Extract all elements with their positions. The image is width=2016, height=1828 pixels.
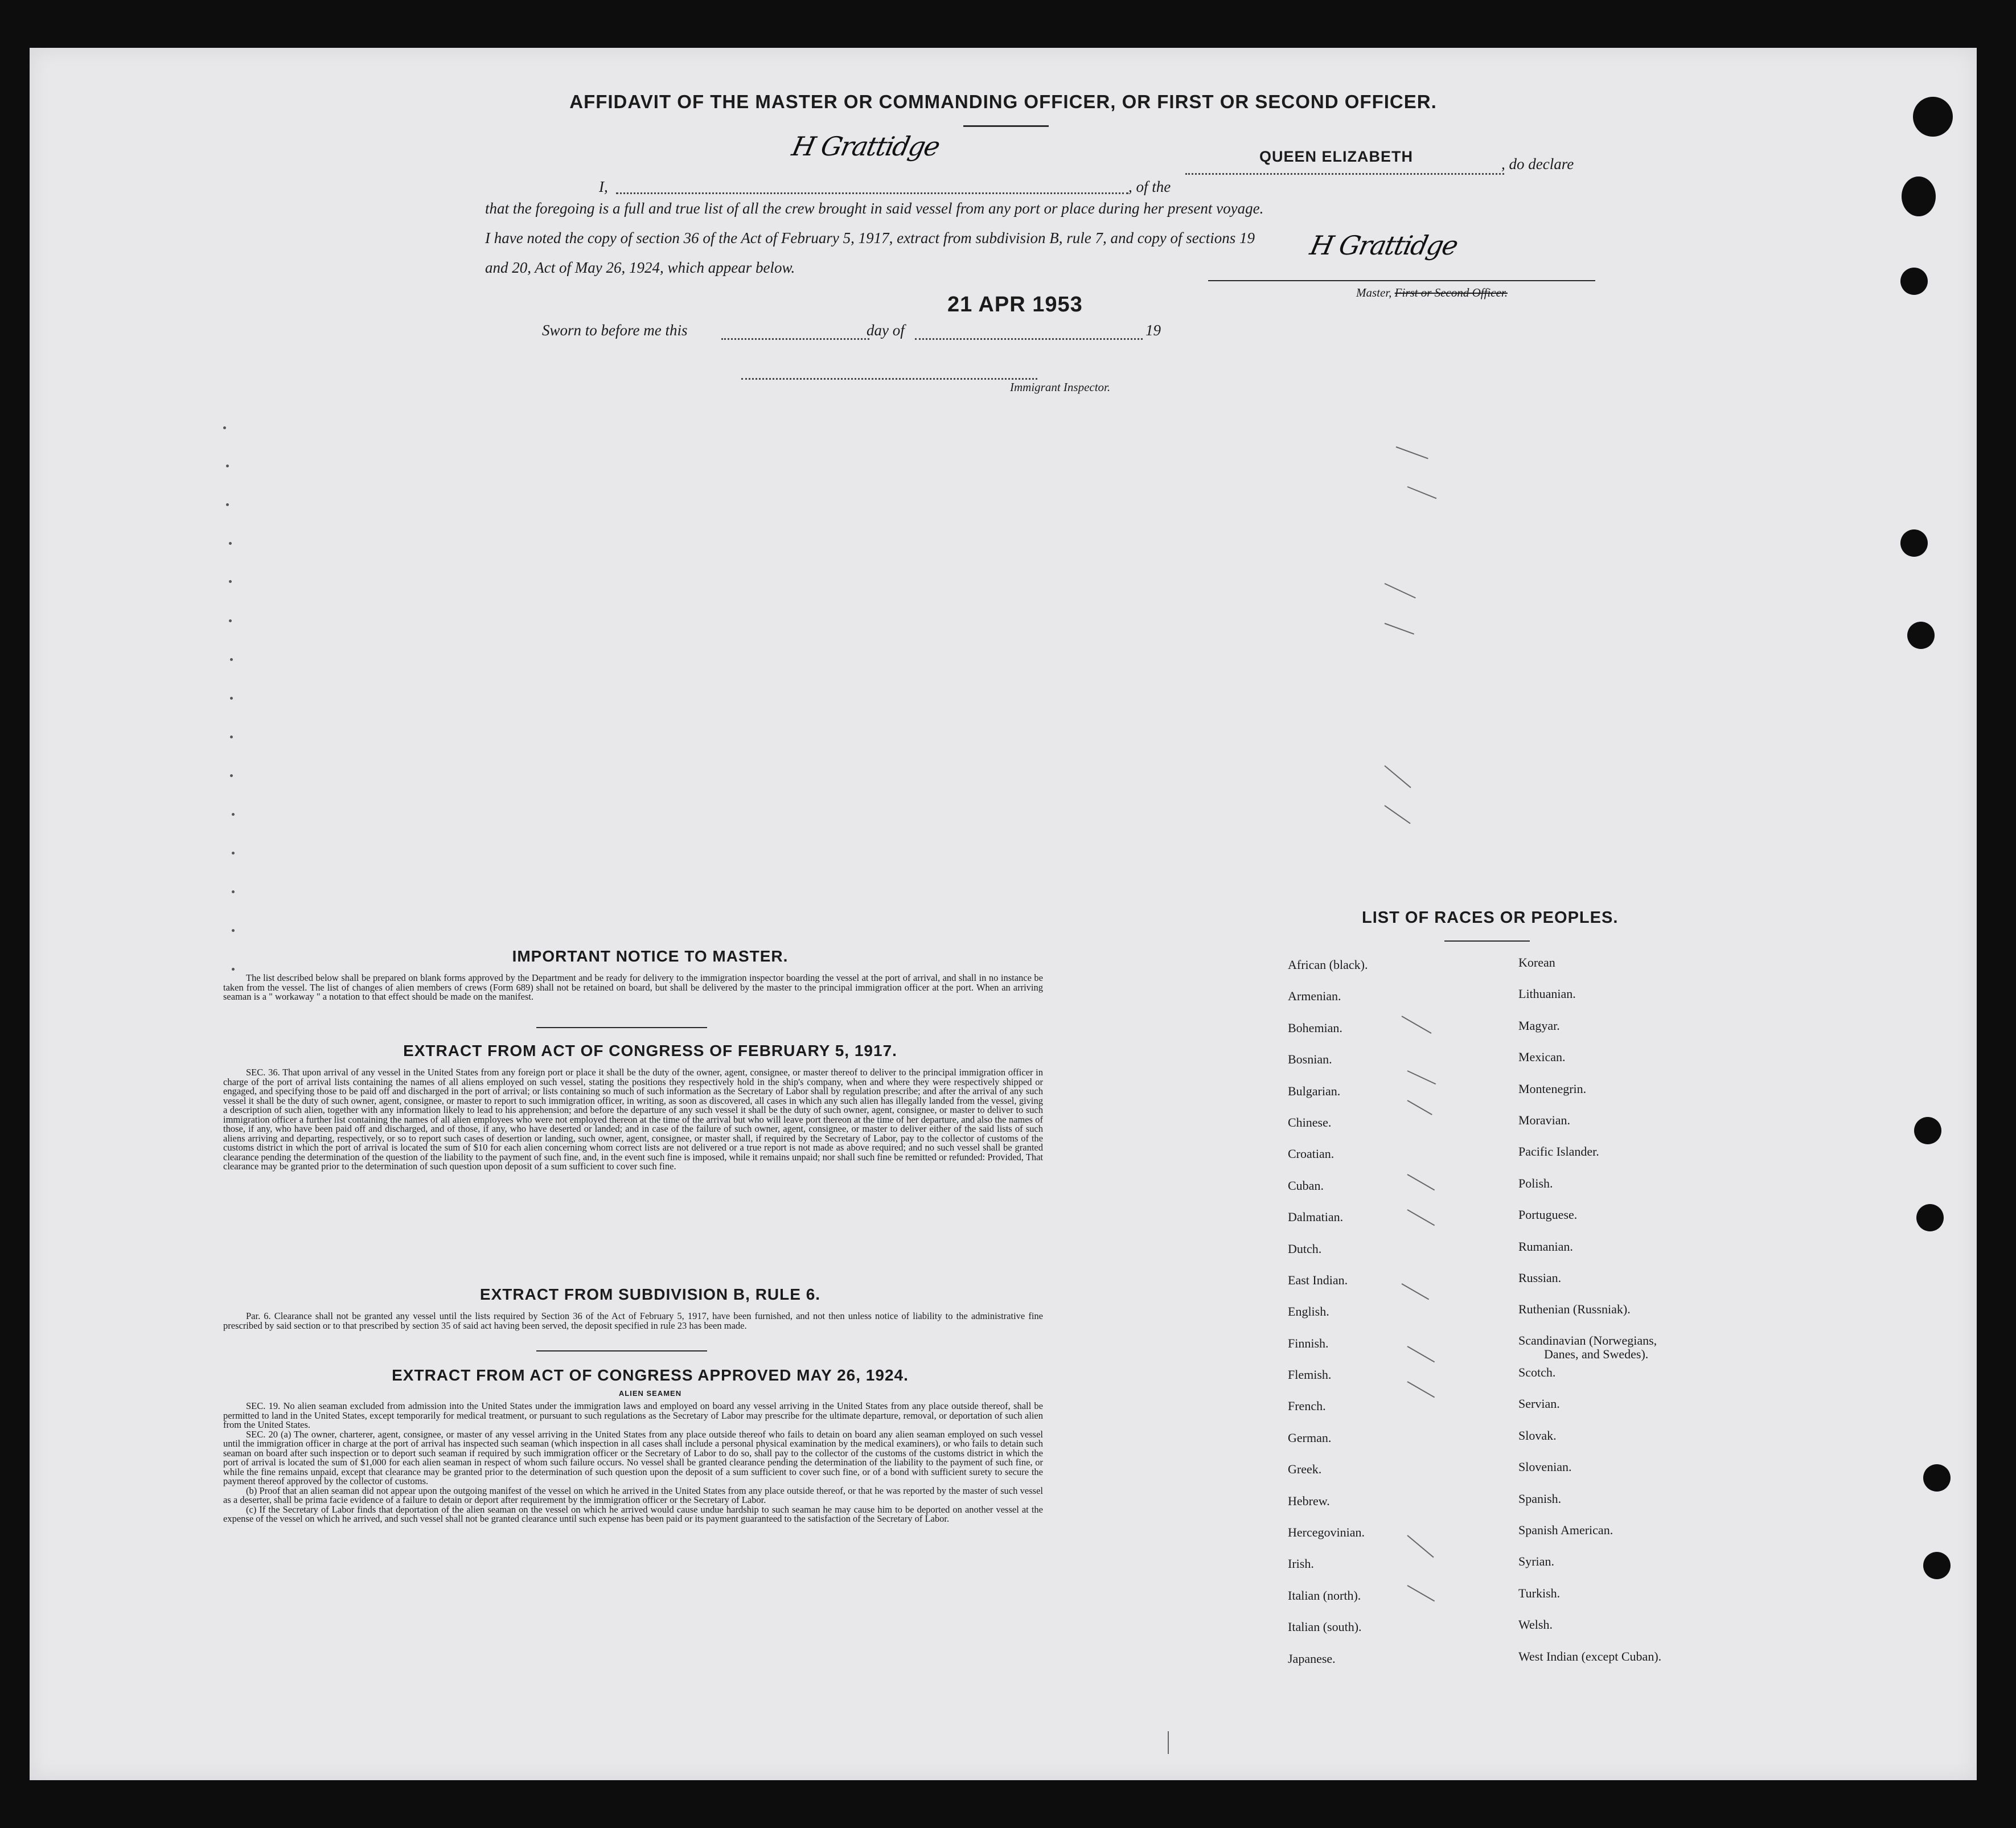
race-item: Rumanian. <box>1518 1239 1573 1254</box>
race-item: Greek. <box>1288 1462 1322 1477</box>
rule6-text: Par. 6. Clearance shall not be granted any vessel until the lists required by Section 36 of the Act of February 5, 1917, have been furnished, and not then unless notice of liability to the administrative fine prescribed by said section or to that prescribed by section 35 of said act having been served, the deposit specified in rule 23 has been made. <box>223 1311 1043 1331</box>
binding-hole <box>1923 1552 1951 1579</box>
races-right-column <box>1518 955 1661 1681</box>
affidavit-of-the: , of the <box>1128 178 1171 195</box>
race-item: Moravian. <box>1518 1112 1571 1127</box>
race-item: Montenegrin. <box>1518 1081 1587 1096</box>
sworn-day-line <box>721 338 869 340</box>
race-item: Lithuanian. <box>1518 987 1576 1001</box>
race-item: Dutch. <box>1288 1241 1322 1256</box>
extract-1917-text: SEC. 36. That upon arrival of any vessel in the United States from any foreign port or place it shall be the duty of the owner, agent, consignee, or master thereof to deliver to the principal immigration officer in charge of the port of arrival lists containing the names of all aliens employed on such vessel, stating the positions they respectively hold in the ship's company, when and where they were respectively shipped or engaged, and specifying those to be paid off and discharged in the port of arrival; or lists containing so much of such information as the Secretary of Labor shall by regulation prescribe; and after the arrival of any such vessel it shall be the duty of such owner, agent, consignee, or master to report to such immigration officer, in writing, as soon as discovered, all cases in which any such alien has illegally landed from the vessel, giving a description of such alien, together with any information likely to lead to his apprehension; and before the departure of any such vessel it shall be the duty of such owner, agent, consignee, or master to deliver to such immigration officer a further list containing the names of all alien employees who were not employed thereon at the time of the arrival but who will leave port thereon at the time of her departure, and also the names of those, if any, who have been paid off and discharged, and of those, if any, who have deserted or landed; and in case of the failure of such owner, agent, consignee, or master to deliver either of the said lists of such aliens arriving and departing, respectively, or so to report such cases of desertion or landing, such owner, agent, consignee, or master shall, if required by the Secretary of Labor, pay to the collector of customs of the customs district in which the port of arrival is located the sum of $10 for each alien concerning whom correct lists are not delivered or a true report is not made as above required; and no such vessel shall be granted clearance pending the determination of the question of the liability to the payment of such fine, and, in the event such fine is imposed, while it remains unpaid; nor shall such fine be remitted or refunded: Provided, That clearance may be granted prior to the determination of such question upon deposit of a sum sufficient to cover such fine. <box>223 1067 1043 1172</box>
divider-1 <box>536 1027 707 1028</box>
ship-line <box>1185 173 1504 175</box>
extract-1924-body <box>223 1402 1043 1524</box>
race-item: Italian (south). <box>1288 1620 1362 1634</box>
race-item: Cuban. <box>1288 1178 1324 1193</box>
race-item: Bosnian. <box>1288 1052 1332 1067</box>
race-item: Chinese. <box>1288 1115 1332 1129</box>
date-stamp: 21 APR 1953 <box>947 293 1083 317</box>
race-item: Portuguese. <box>1518 1207 1578 1222</box>
race-item: African (black). <box>1288 958 1368 972</box>
race-item: Syrian. <box>1518 1554 1554 1569</box>
officer-signature: H Grattidge <box>789 131 942 162</box>
race-item: German. <box>1288 1430 1332 1445</box>
binding-hole <box>1914 1117 1941 1144</box>
binding-hole <box>1923 1464 1951 1492</box>
race-item: Bulgarian. <box>1288 1083 1341 1098</box>
binding-hole <box>1907 622 1935 649</box>
sworn-label: Sworn to before me this <box>542 322 688 339</box>
race-item: Servian. <box>1518 1396 1560 1411</box>
day-of-label: day of <box>867 322 905 339</box>
race-item: East Indian. <box>1288 1272 1348 1287</box>
race-item: Scotch. <box>1518 1365 1556 1380</box>
race-item: French. <box>1288 1399 1326 1414</box>
race-item: Spanish American. <box>1518 1523 1613 1538</box>
race-item: Mexican. <box>1518 1050 1566 1065</box>
sec20a-text: SEC. 20 (a) The owner, charterer, agent, consignee, or master of any vessel arriving in the United States from any place outside thereof who fails to detain on board any alien seaman employed on such vessel until the immigration officer in charge at the port of arrival has inspected such seaman (which inspection in all cases shall include a personal physical examination by the medical examiners), or who fails to detain such seaman on board after such inspection or to deport such seaman if required by such immigration officer or the Secretary of Labor to do so, shall pay to the collector of the customs of the customs district in which the port of arrival is located the sum of $1,000 for each alien seaman in respect of whom such failure occurs. No vessel shall be granted clearance pending the determination of the liability to the payment of such fine, or while the fine remains unpaid, except that clearance may be granted prior to the determination of such question upon the deposit of a sum sufficient to cover such fine, or of a bond with sufficient surety to secure the payment thereof approved by the collector of customs. <box>223 1428 1043 1486</box>
divider-2 <box>536 1350 707 1352</box>
race-item: English. <box>1288 1304 1329 1319</box>
race-item: Ruthenian (Russniak). <box>1518 1302 1631 1317</box>
race-item: Slovenian. <box>1518 1460 1572 1474</box>
affidavit-i: I, <box>599 178 608 195</box>
race-item: Russian. <box>1518 1270 1562 1285</box>
race-item: Croatian. <box>1288 1147 1335 1161</box>
sec20c-text: (c) If the Secretary of Labor finds that deportation of the alien seaman on the vessel on which he arrived would cause undue hardship to such seaman he may cause him to be deported on another vessel at the expense of the vessel on which he arrived, and such vessel shall not be granted clearance until such expense has been paid or its payment guaranteed to the satisfaction of the Secretary of Labor. <box>223 1504 1043 1524</box>
master-label: Master, First or Second Officer. <box>1356 286 1508 299</box>
race-item: Irish. <box>1288 1556 1314 1571</box>
race-item: Spanish. <box>1518 1491 1562 1506</box>
race-item: West Indian (except Cuban). <box>1518 1649 1662 1663</box>
affidavit-line2: that the foregoing is a full and true list of all the crew brought in said vessel from any port or place during her present voyage. <box>485 200 1264 217</box>
race-item: Bohemian. <box>1288 1020 1342 1035</box>
title-underline <box>963 125 1049 127</box>
race-item: Hercegovinian. <box>1288 1525 1365 1540</box>
race-item: Magyar. <box>1518 1018 1560 1033</box>
sec20b-text: (b) Proof that an alien seaman did not appear upon the outgoing manifest of the vessel on which he arrived in the United States from any place outside thereof, or that he was reported by the master of such vessel as a deserter, shall be prima facie evidence of a failure to detain or deport after requirement by the immigration officer or the Secretary of Labor. <box>223 1485 1043 1505</box>
races-left-column <box>1288 958 1368 1683</box>
struck-officer-label: First or Second Officer. <box>1394 286 1508 299</box>
ship-name: QUEEN ELIZABETH <box>1259 148 1414 165</box>
affidavit-title: AFFIDAVIT OF THE MASTER OR COMMANDING OFFICER, OR FIRST OR SECOND OFFICER. <box>569 91 1437 112</box>
binding-hole <box>1913 97 1953 137</box>
rule6-title: EXTRACT FROM SUBDIVISION B, RULE 6. <box>479 1285 821 1303</box>
form-page <box>30 48 1977 1780</box>
extract-1917-title: EXTRACT FROM ACT OF CONGRESS OF FEBRUARY 5, 1917. <box>403 1042 897 1059</box>
race-item: Scandinavian (Norwegians, Danes, and Swedes). <box>1518 1333 1657 1361</box>
races-underline <box>1444 940 1530 942</box>
master-signature: H Grattidge <box>1307 230 1460 261</box>
extract-1924-subtitle: ALIEN SEAMEN <box>618 1389 682 1398</box>
affidavit-declare: , do declare <box>1501 155 1574 172</box>
race-item: Welsh. <box>1518 1617 1553 1632</box>
race-item: Korean <box>1518 955 1555 970</box>
affidavit-line3: I have noted the copy of section 36 of the Act of February 5, 1917, extract from subdivision B, rule 7, and copy of sections 19 <box>485 229 1255 247</box>
race-item: Japanese. <box>1288 1651 1336 1666</box>
race-item: Turkish. <box>1518 1585 1561 1600</box>
affidavit-line4: and 20, Act of May 26, 1924, which appear below. <box>485 259 795 276</box>
race-item: Polish. <box>1518 1176 1553 1190</box>
binding-hole <box>1900 529 1928 557</box>
race-item: Pacific Islander. <box>1518 1144 1599 1159</box>
race-item: Flemish. <box>1288 1367 1332 1382</box>
year-prefix: 19 <box>1145 322 1161 339</box>
binding-hole <box>1902 176 1936 216</box>
race-item: Dalmatian. <box>1288 1210 1344 1225</box>
master-sign-line <box>1208 280 1595 281</box>
sec19-text: SEC. 19. No alien seaman excluded from admission into the United States under the immigration laws and employed on board any vessel arriving in the United States from any place outside thereof, shall be permitted to land in the United States, except temporarily for medical treatment, or pursuant to such regulations as the Secretary of Labor may prescribe for the ultimate departure, removal, or deportation of such alien from the United States. <box>223 1400 1043 1430</box>
notice-text: The list described below shall be prepared on blank forms approved by the Department and be ready for delivery to the immigration inspector boarding the vessel at the port of arrival, and shall in no instance be taken from the vessel. The list of changes of alien members of crews (Form 689) shall not be retained on board, but shall be delivered by the master to the principal immigration officer at the port. When an arriving seaman is a " workaway " a notation to that effect should be made on the manifest. <box>223 972 1043 1002</box>
inspector-sign-line <box>741 378 1037 380</box>
inspector-label: Immigrant Inspector. <box>1010 380 1111 394</box>
race-item: Finnish. <box>1288 1336 1329 1350</box>
extract-1924-title: EXTRACT FROM ACT OF CONGRESS APPROVED MAY 26, 1924. <box>392 1366 909 1384</box>
race-item: Hebrew. <box>1288 1493 1330 1508</box>
race-item: Italian (north). <box>1288 1588 1361 1603</box>
race-item: Armenian. <box>1288 989 1341 1004</box>
notice-title: IMPORTANT NOTICE TO MASTER. <box>512 947 789 965</box>
races-title: LIST OF RACES OR PEOPLES. <box>1362 909 1619 927</box>
month-line <box>915 338 1143 340</box>
binding-hole <box>1916 1204 1944 1231</box>
binding-hole <box>1900 268 1928 295</box>
race-item: Slovak. <box>1518 1428 1557 1443</box>
